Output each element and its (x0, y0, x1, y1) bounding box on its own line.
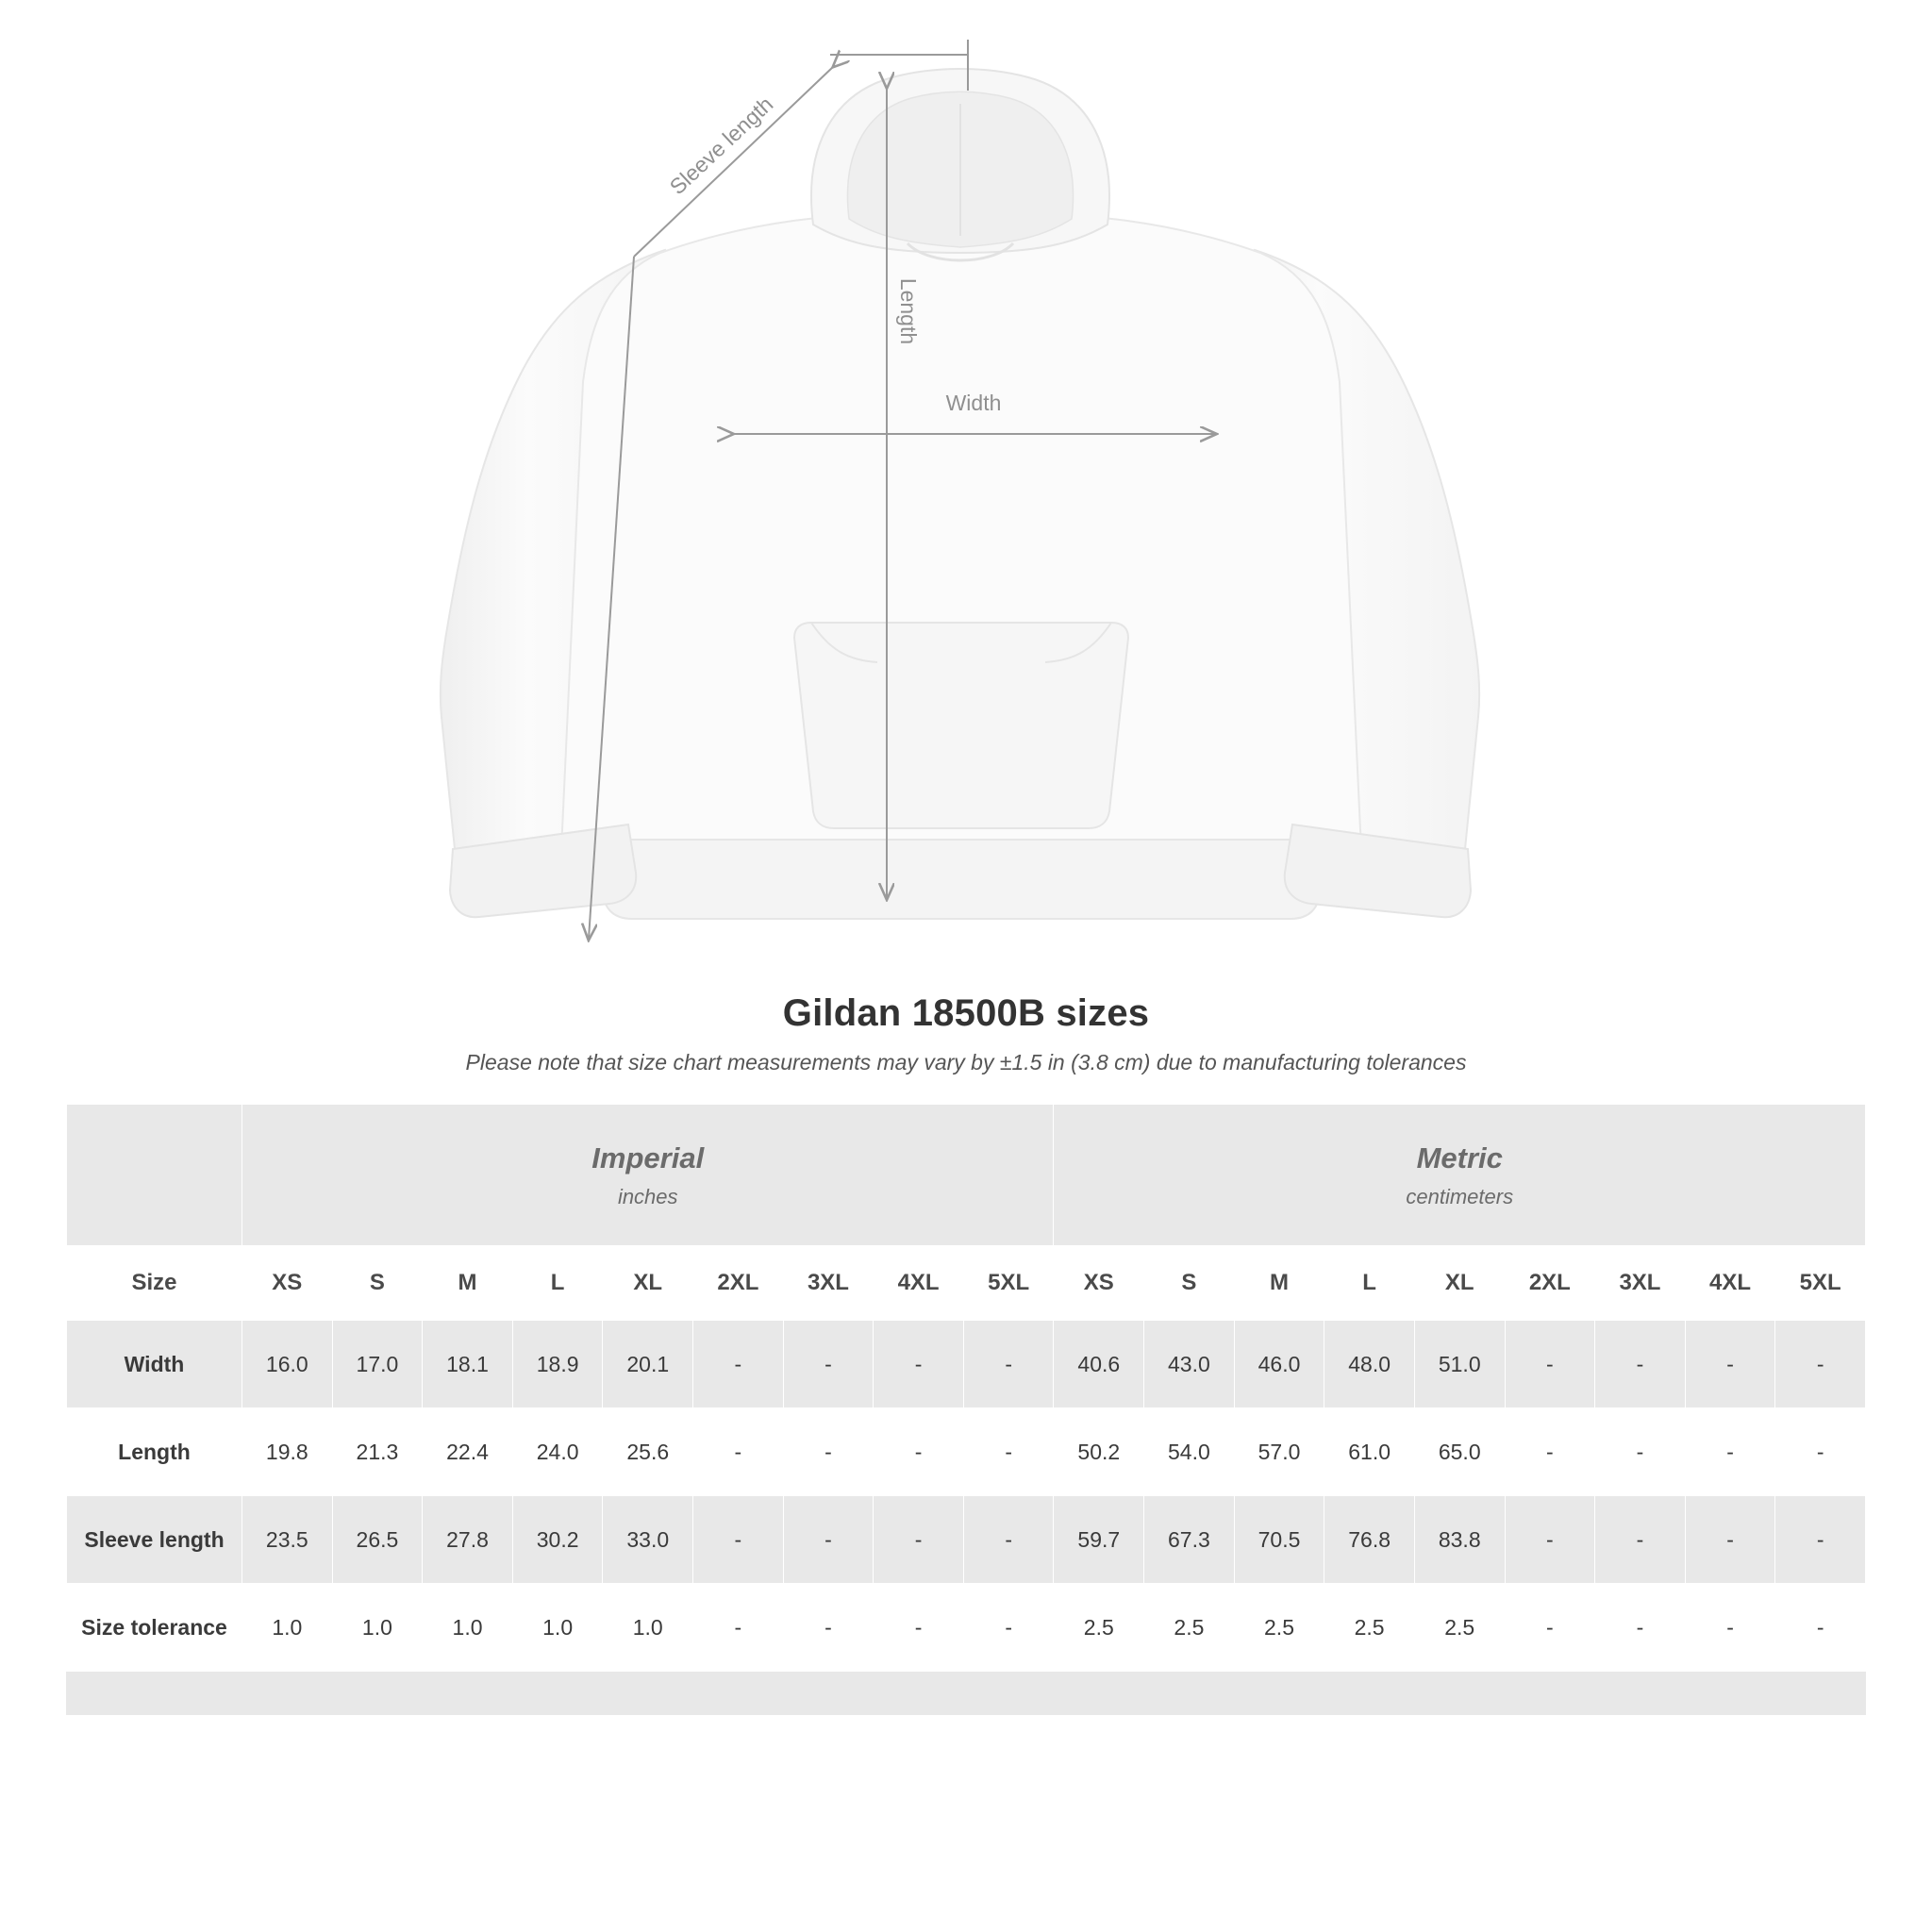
measurement-cell: 27.8 (423, 1496, 513, 1584)
size-header-label: Size (67, 1246, 242, 1321)
measurement-cell: - (1505, 1584, 1595, 1672)
label-width: Width (945, 391, 1002, 415)
measurement-cell: - (874, 1321, 964, 1408)
size-column-header: XL (1414, 1246, 1505, 1321)
measurement-cell: - (963, 1408, 1054, 1496)
measurement-cell: 19.8 (242, 1408, 333, 1496)
measurement-cell: 1.0 (603, 1584, 693, 1672)
size-column-header: M (423, 1246, 513, 1321)
measurement-cell: 23.5 (242, 1496, 333, 1584)
title-block (0, 992, 1932, 1075)
measurement-cell: 25.6 (603, 1408, 693, 1496)
measurement-cell: 2.5 (1324, 1584, 1415, 1672)
measurement-cell: 26.5 (332, 1496, 423, 1584)
measurement-cell: - (783, 1496, 874, 1584)
size-column-header: 5XL (1775, 1246, 1866, 1321)
unit-system-header-metric (1054, 1105, 1866, 1246)
table-row (67, 1321, 1866, 1408)
measurement-cell: 61.0 (1324, 1408, 1415, 1496)
size-column-header: S (1144, 1246, 1235, 1321)
measurement-cell: 50.2 (1054, 1408, 1144, 1496)
label-sleeve-length: Sleeve length (664, 92, 778, 200)
size-column-header: 3XL (1595, 1246, 1686, 1321)
measurement-cell: 40.6 (1054, 1321, 1144, 1408)
measurement-cell: 83.8 (1414, 1496, 1505, 1584)
measurement-cell: - (874, 1584, 964, 1672)
measurement-cell: 67.3 (1144, 1496, 1235, 1584)
measurement-cell: 51.0 (1414, 1321, 1505, 1408)
measurement-cell: - (1685, 1321, 1775, 1408)
measurement-cell: - (1595, 1408, 1686, 1496)
measurement-cell: - (1685, 1496, 1775, 1584)
table-row (67, 1408, 1866, 1496)
size-column-header: S (332, 1246, 423, 1321)
size-header-row (67, 1246, 1866, 1321)
measurement-cell: 18.1 (423, 1321, 513, 1408)
measurement-cell: 48.0 (1324, 1321, 1415, 1408)
size-column-header: 2XL (693, 1246, 784, 1321)
size-column-header: M (1234, 1246, 1324, 1321)
measurement-cell: 1.0 (332, 1584, 423, 1672)
measurement-cell: 70.5 (1234, 1496, 1324, 1584)
measurement-cell: 30.2 (512, 1496, 603, 1584)
measurement-cell: - (1505, 1321, 1595, 1408)
measurement-cell: - (1685, 1408, 1775, 1496)
hoodie-shape (441, 69, 1547, 919)
measurement-cell: - (1505, 1408, 1595, 1496)
size-column-header: 4XL (1685, 1246, 1775, 1321)
measurement-cell: 59.7 (1054, 1496, 1144, 1584)
unit-system-header-imperial (242, 1105, 1054, 1246)
measurement-cell: 65.0 (1414, 1408, 1505, 1496)
size-column-header: 5XL (963, 1246, 1054, 1321)
measurement-cell: - (963, 1496, 1054, 1584)
size-column-header: XS (242, 1246, 333, 1321)
measurement-cell: 20.1 (603, 1321, 693, 1408)
unit-system-unit: inches (617, 1184, 678, 1208)
page-title: Gildan 18500B sizes (782, 992, 1150, 1034)
measurement-cell: - (693, 1321, 784, 1408)
size-column-header: 3XL (783, 1246, 874, 1321)
measurement-cell: - (693, 1584, 784, 1672)
measurement-cell: 54.0 (1144, 1408, 1235, 1496)
measurement-cell: - (1775, 1584, 1866, 1672)
measurement-cell: - (1775, 1496, 1866, 1584)
measurement-cell: 17.0 (332, 1321, 423, 1408)
measurement-cell: 22.4 (423, 1408, 513, 1496)
measurement-cell: - (963, 1321, 1054, 1408)
row-label: Sleeve length (67, 1496, 242, 1584)
measurement-cell: - (1595, 1584, 1686, 1672)
measurement-cell: 33.0 (603, 1496, 693, 1584)
table-row (67, 1584, 1866, 1672)
measurement-cell: 2.5 (1234, 1584, 1324, 1672)
unit-system-header-row (67, 1105, 1866, 1246)
measurement-cell: - (874, 1496, 964, 1584)
measurement-cell: - (874, 1408, 964, 1496)
measurement-cell: - (963, 1584, 1054, 1672)
measurement-cell: - (783, 1321, 874, 1408)
size-table (66, 1104, 1866, 1672)
label-length: Length (896, 277, 921, 345)
measurement-cell: 43.0 (1144, 1321, 1235, 1408)
measurement-cell: 18.9 (512, 1321, 603, 1408)
size-column-header: L (512, 1246, 603, 1321)
row-label: Width (67, 1321, 242, 1408)
tolerance-note: Please note that size chart measurements may vary by ±1.5 in (3.8 cm) due to manufacturing tolerances (465, 1050, 1467, 1074)
measurement-cell: 57.0 (1234, 1408, 1324, 1496)
measurement-cell: 76.8 (1324, 1496, 1415, 1584)
unit-system-name: Imperial (591, 1141, 705, 1174)
measurement-cell: - (1775, 1408, 1866, 1496)
measurement-cell: - (783, 1408, 874, 1496)
measurement-cell: 2.5 (1144, 1584, 1235, 1672)
measurement-cell: - (1595, 1496, 1686, 1584)
size-table-wrapper (66, 1104, 1866, 1715)
measurement-cell: 24.0 (512, 1408, 603, 1496)
measurement-cell: 1.0 (423, 1584, 513, 1672)
size-column-header: 2XL (1505, 1246, 1595, 1321)
measurement-cell: - (1685, 1584, 1775, 1672)
measurement-cell: 46.0 (1234, 1321, 1324, 1408)
row-label: Length (67, 1408, 242, 1496)
size-column-header: 4XL (874, 1246, 964, 1321)
measurement-cell: 2.5 (1414, 1584, 1505, 1672)
unit-system-unit: centimeters (1406, 1184, 1514, 1208)
size-column-header: L (1324, 1246, 1415, 1321)
row-label: Size tolerance (67, 1584, 242, 1672)
size-column-header: XS (1054, 1246, 1144, 1321)
measurement-cell: - (1775, 1321, 1866, 1408)
table-row (67, 1496, 1866, 1584)
measurement-cell: 16.0 (242, 1321, 333, 1408)
measurement-cell: - (1595, 1321, 1686, 1408)
measurement-cell: - (693, 1496, 784, 1584)
measurement-cell: - (783, 1584, 874, 1672)
measurement-cell: 21.3 (332, 1408, 423, 1496)
measurement-cell: - (693, 1408, 784, 1496)
measurement-cell: 1.0 (512, 1584, 603, 1672)
measurement-cell: 2.5 (1054, 1584, 1144, 1672)
measurement-cell: 1.0 (242, 1584, 333, 1672)
header-spacer-cell (67, 1105, 242, 1246)
unit-system-name: Metric (1416, 1141, 1503, 1174)
size-column-header: XL (603, 1246, 693, 1321)
table-footer-strip (66, 1672, 1866, 1715)
measurement-cell: - (1505, 1496, 1595, 1584)
